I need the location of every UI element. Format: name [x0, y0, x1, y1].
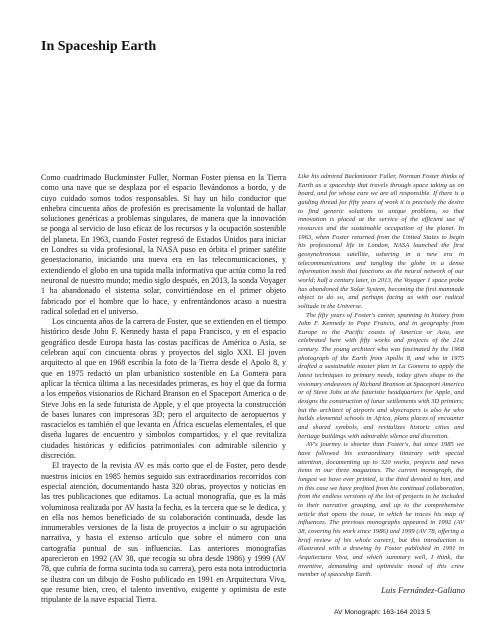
page-title: In Spaceship Earth	[41, 39, 157, 54]
spanish-paragraph: Como cuadrimado Buckminster Fuller, Norman Foster piensa en la Tierra como una nave que se desplaza por el espacio llevándonos a bordo, y de cuyo cuidado somos todos responsables. Si hay un hilo conductor que enhebra cincuenta años de profesión es precisamente la voluntad de hallar soluciones genéricas a problemas singulares, de manera que la innovación se ponga al servicio de luso eficaz de los recursos y la ocupación sostenible del planeta. En 1963, cuando Foster regresó de Estados Unidos para iniciar en Londres su vida profesional, la NASA puso en órbita el primer satélite geoestacionario, iniciando una nueva era en las telecomunicaciones, y extendiendo el globo en una tupida malla informativa que actúa como la red neuronal de nuestro mundo; medio siglo después, en 2013, la sonda Voyager 1 ha abandonado el sistema solar, convirtiéndose en el primer objeto fabricado por el hombre que lo hace, y enfrentándonos acaso a nuestra radical soledad en el universo.	[41, 173, 286, 316]
page-footer: AV Monograph: 163-164 2013 5	[334, 609, 431, 616]
english-paragraph: Like his admired Buckminster Fuller, Norman Foster thinks of Earth as a spaceship that travels through space taking us on board, and for whose care we are all responsible. If there is a guiding thread for fifty years of work it is precisely the desire to find generic solutions to unique problems, so that innovation is placed at the service of the efficient use of resources and the sustainable occupation of the planet. In 1963, when Foster returned from the United States to begin his professional life in London, NASA launched the first geosynchronous satellite, ushering in a new era in telecommunications and tangling the globe in a dense information mesh that functions as the neural network of our world; half a century later, in 2013, the Voyager 1 space probe has abandoned the Solar System, becoming the first manmade object to do so, and perhaps facing us with our radical solitude in the Universe.	[298, 173, 464, 310]
spanish-paragraph: Los cincuenta años de la carrera de Foster, que se extienden en el tiempo histórico desde John F. Kennedy hasta el papa Francisco, y en el espacio geográfico desde Europa hasta las costas pacíficas de América o Asia, se celebran aquí con cincuenta obras y proyectos del siglo XXI. El joven arquitecto al que en 1968 escribía la foto de la Tierra desde el Apolo 8, y que en 1975 redactó un plan urbanístico sostenible en La Gomera para aplicar la técnica última a las necesidades primeras, es hoy el que da forma a los empeños visionarios de Richard Branson en el Spaceport America o de Steve Jobs en la sede futurista de Apple, y el que proyecta la construcción de bases lunares con impresoras 3D; pero el arquitecto de aeropuertos y rascacielos es también el que levanta en África escuelas elementales, el que diseña lugares de encuentro y símbolos compartidos, y el que revitaliza ciudades históricas y edificios patrimoniales con admirable silencio y discreción.	[41, 317, 286, 461]
english-text-column	[298, 173, 464, 580]
spanish-paragraph: El trayecto de la revista AV es más corto que el de Foster, pero desde nuestros inicios en 1985 hemos seguido sus extraordinarios recorridos con especial atención, documentando hasta 320 obras, proyectos y noticias en las tres publicaciones que editamos. La actual monografía, que es la más voluminosa realizada por AV hasta la fecha, es la tercera que se le dedica, y en ella nos hemos beneficiado de su colaboración continuada, desde las innumerables versiones de la lista de proyectos a incluir o su agrupación narrativa, y hasta el extenso artículo que sobre el número con una cartografía puntual de sus influencias. Las anteriores monografías aparecieron en 1992 (AV 38, que recogía su obra desde 1986) y 1999 (AV 78, que cubría de forma sucinta toda su carrera), pero esta nota introductoria se ilustra con un dibujo de Fosho publicado en 1991 en Arquitectura Viva, que resume bien, creo, el talento inventivo, exigente y optimista de este tripulante de la nave espacial Tierra.	[41, 461, 286, 605]
english-paragraph: The fifty years of Foster's career, spanning in history from John F. Kennedy to Pope Francis, and in geography from Europe to the Pacific coasts of America or Asia, are celebrated here with fifty works and projects of the 21st century. The young architect who was fascinated by the 1968 photograph of the Earth from Apollo 8, and who in 1975 drafted a sustainable master plan in La Gomera to apply the latest techniques to primary needs, today gives shape to the visionary endeavors of Richard Branson at Spaceport America or of Steve Jobs at the futuristic headquarters for Apple, and designs the construction of lunar settlements with 3D printers; but the architect of airports and skyscrapers is also he who builds elemental schools in Africa, plans places of encounter and shared symbols, and revitalizes historic cities and heritage buildings with admirable silence and discretion.	[298, 311, 464, 440]
spanish-text-column	[41, 173, 286, 605]
english-paragraph: AV's journey is shorter than Foster's, but since 1985 we have followed his extraordinary itinerary with special attention, documenting up to 320 works, projects and news items in our three magazines. The current monograph, the longest we have ever printed, is the third devoted to him, and in this case we have profited from his continual collaboration, from the endless versions of the list of projects to be included to their narrative grouping, and up to the comprehensive article that opens the issue, in which he traces his map of influences. The previous monographs appeared in 1992 (AV 38, covering his work since 1986) and 1999 (AV 78, offering a brief review of his whole career), but this introduction is illustrated with a drawing by Foster published in 1991 in Arquitectura Viva, and which summary well, I think, the inventive, demanding and optimistic mood of this crew member of spaceship Earth.	[298, 441, 464, 579]
author-signature: Luis Fernández-Galiano	[381, 585, 465, 595]
